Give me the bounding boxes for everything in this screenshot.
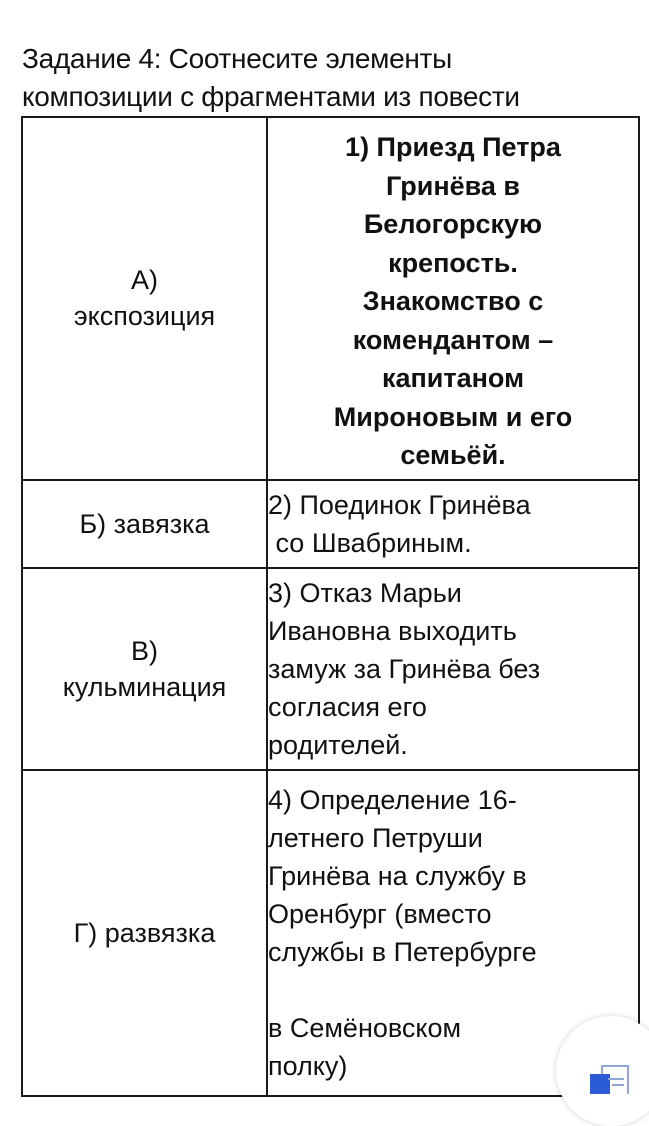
task-title bbox=[22, 40, 642, 116]
cell-line: Г) развязка bbox=[73, 917, 216, 948]
cell-line: Б) завязка bbox=[79, 508, 210, 539]
table-row bbox=[22, 480, 639, 568]
cell-line: Ивановна выходить bbox=[268, 615, 517, 646]
cell-line: Мироновым и его bbox=[333, 401, 573, 432]
composition-element-g bbox=[22, 770, 267, 1096]
fragment-1 bbox=[267, 117, 639, 480]
cell-line: капитаном bbox=[381, 363, 525, 393]
composition-element-a bbox=[22, 117, 267, 480]
cell-line: согласия его bbox=[268, 691, 427, 722]
cell-line: 3) Отказ Марьи bbox=[268, 577, 462, 608]
fragment-3 bbox=[267, 568, 639, 770]
document-glyph-icon bbox=[588, 1064, 632, 1094]
cell-line: 4) Определение 16- bbox=[268, 784, 517, 815]
composition-element-b bbox=[22, 480, 267, 568]
fragment-2 bbox=[267, 480, 639, 568]
cell-line: Белогорскую bbox=[363, 209, 543, 239]
cell-line: кульминация bbox=[62, 671, 227, 702]
cell-line: со Швабриным. bbox=[268, 527, 472, 558]
cell-line: 2) Поединок Гринёва bbox=[268, 489, 531, 520]
cell-line: комендантом – bbox=[352, 324, 554, 355]
composition-element-v bbox=[22, 568, 267, 770]
table-row bbox=[22, 117, 639, 480]
cell-line: крепость. bbox=[388, 247, 518, 278]
task-title-line-2: композиции с фрагментами из повести bbox=[22, 81, 520, 112]
cell-line: В) bbox=[131, 635, 158, 666]
cell-line: семьёй. bbox=[400, 440, 506, 470]
cell-line: родителей. bbox=[268, 729, 408, 760]
cell-line: А) bbox=[131, 265, 158, 296]
word-document-icon[interactable] bbox=[556, 1016, 649, 1126]
cell-line: 1) Приезд Петра bbox=[345, 132, 561, 162]
cell-line: Гринёва в bbox=[385, 170, 521, 201]
task-title-line-1: Задание 4: Соотнесите элементы bbox=[22, 43, 452, 74]
cell-line: замуж за Гринёва без bbox=[268, 653, 541, 684]
table-row bbox=[22, 770, 639, 1096]
cell-line: летнего Петруши bbox=[268, 822, 483, 853]
cell-line: в Семёновском bbox=[268, 1012, 462, 1043]
cell-line: Знакомство с bbox=[362, 286, 544, 316]
cell-line: Гринёва на службу в bbox=[268, 860, 527, 891]
cell-line: Оренбург (вместо bbox=[268, 898, 492, 929]
cell-line: службы в Петербурге bbox=[268, 936, 537, 967]
table-row bbox=[22, 568, 639, 770]
blank-line bbox=[268, 971, 638, 1009]
cell-line: полку) bbox=[268, 1050, 348, 1081]
matching-table bbox=[21, 116, 640, 1097]
cell-line: экспозиция bbox=[73, 301, 216, 332]
